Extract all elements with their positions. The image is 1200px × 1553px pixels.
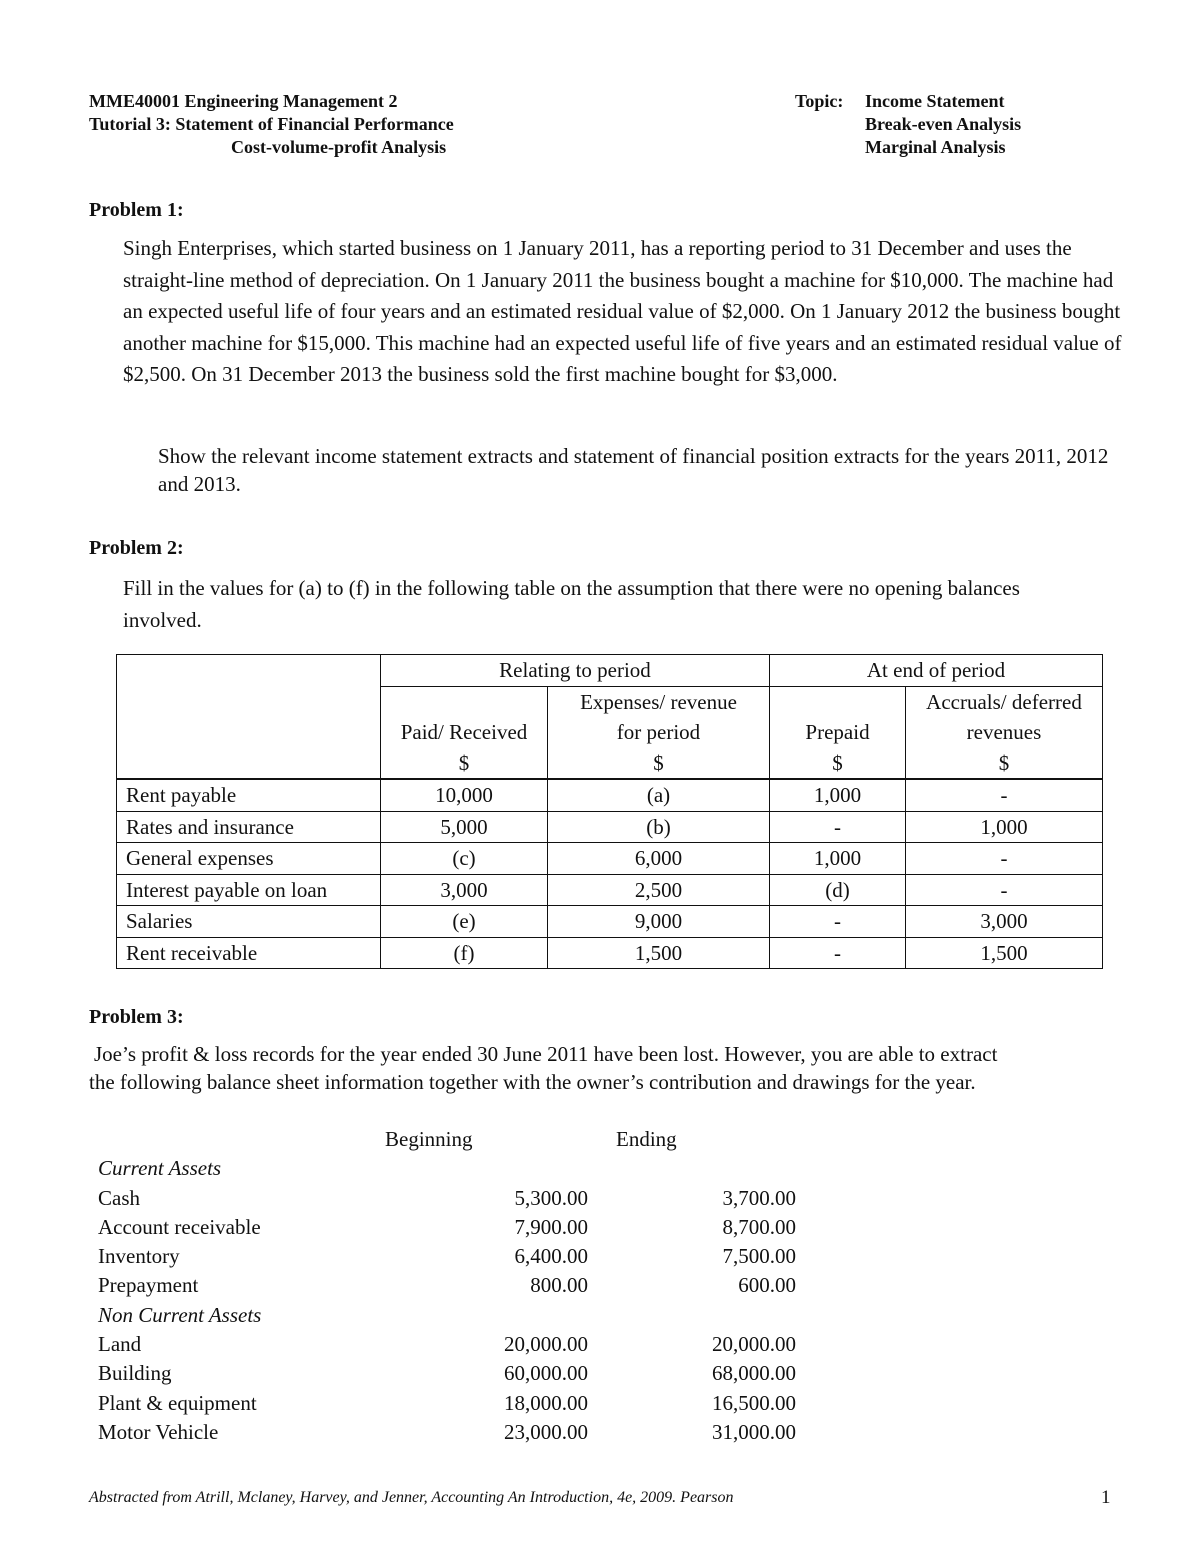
list-item: Motor Vehicle 23,000.00 31,000.00 [98,1419,796,1444]
table-row: Rates and insurance 5,000 (b) - 1,000 [117,811,1103,843]
list-item: Plant & equipment 18,000.00 16,500.00 [98,1390,796,1415]
tutorial-title: Tutorial 3: Statement of Financial Performance [89,114,454,134]
problem3-title: Problem 3: [89,1006,184,1028]
table-row: Rent payable 10,000 (a) 1,000 - [117,779,1103,811]
list-item: Account receivable 7,900.00 8,700.00 [98,1214,796,1239]
topic-item: Income Statement [865,91,1005,111]
topic-item: Break-even Analysis [865,114,1022,134]
topic-item: Marginal Analysis [865,137,1006,157]
list-item: Building 60,000.00 68,000.00 [98,1361,796,1386]
problem1-text: Singh Enterprises, which started business on 1 January 2011, has a reporting period to 31 December and uses the straight-line method of depreciation. On 1 January 2011 the business bought a machine for $10,000. The machine had an expected useful life of four years and an estimated residual value of $2,000. On 1 January 2012 the business bought another machine for $15,000. This machine had an expected useful life of five years and an estimated residual value of $2,500. On 31 December 2013 the business sold the first machine bought for $3,000. [123,236,1122,386]
list-item: Cash 5,300.00 3,700.00 [98,1185,796,1210]
page-number: 1 [1101,1487,1111,1508]
table-row: Rent receivable (f) 1,500 - 1,500 [117,937,1103,969]
table-row: Salaries (e) 9,000 - 3,000 [117,906,1103,938]
tutorial-subtitle: Cost-volume-profit Analysis [231,137,447,157]
col-header-accruals: Accruals/ deferred revenues $ [906,686,1103,779]
table-row: Interest payable on loan 3,000 2,500 (d) - [117,874,1103,906]
problem3-text [89,1040,1129,1096]
balance-sheet [98,1125,798,1447]
footer-source: Abstracted from Atrill, Mclaney, Harvey, and Jenner, Accounting An Introduction, 4e, 2009. Pearson [89,1489,734,1506]
topic-label: Topic: [795,91,844,111]
section-heading: Current Assets [98,1156,222,1181]
problem2-title: Problem 2: [89,537,184,559]
list-item: Inventory 6,400.00 7,500.00 [98,1244,796,1269]
section-heading: Non Current Assets [98,1302,262,1327]
problem3-text-line2: the following balance sheet information together with the owner’s contribution and drawings for the year. [89,1070,976,1094]
list-item: Land 20,000.00 20,000.00 [98,1332,796,1357]
col-header-paid: Paid/ Received $ [381,686,548,779]
col-ending: Ending [616,1127,677,1151]
table-row: General expenses (c) 6,000 1,000 - [117,843,1103,875]
problem1-task: Show the relevant income statement extracts and statement of financial position extracts for the years 2011, 2012 and 2013. [158,444,1109,496]
col-beginning: Beginning [385,1127,473,1151]
group-header-end: At end of period [770,655,1103,687]
problem3-text-line1: Joe’s profit & loss records for the year ended 30 June 2011 have been lost. However, you are able to extract [94,1042,998,1066]
header-topics [795,90,1115,159]
course-title: MME40001 Engineering Management 2 [89,91,398,111]
col-header-prepaid: Prepaid $ [770,686,906,779]
col-header-expenses: Expenses/ revenue for period $ [548,686,770,779]
group-header-relating: Relating to period [381,655,770,687]
problem2-text: Fill in the values for (a) to (f) in the following table on the assumption that there were no opening balances involved. [123,576,1020,632]
balance-sheet-header [98,1125,798,1154]
problem1-title: Problem 1: [89,199,184,221]
header-left [89,90,709,159]
table-corner [117,655,381,780]
list-item: Prepayment 800.00 600.00 [98,1273,796,1298]
accruals-table [116,654,1103,969]
